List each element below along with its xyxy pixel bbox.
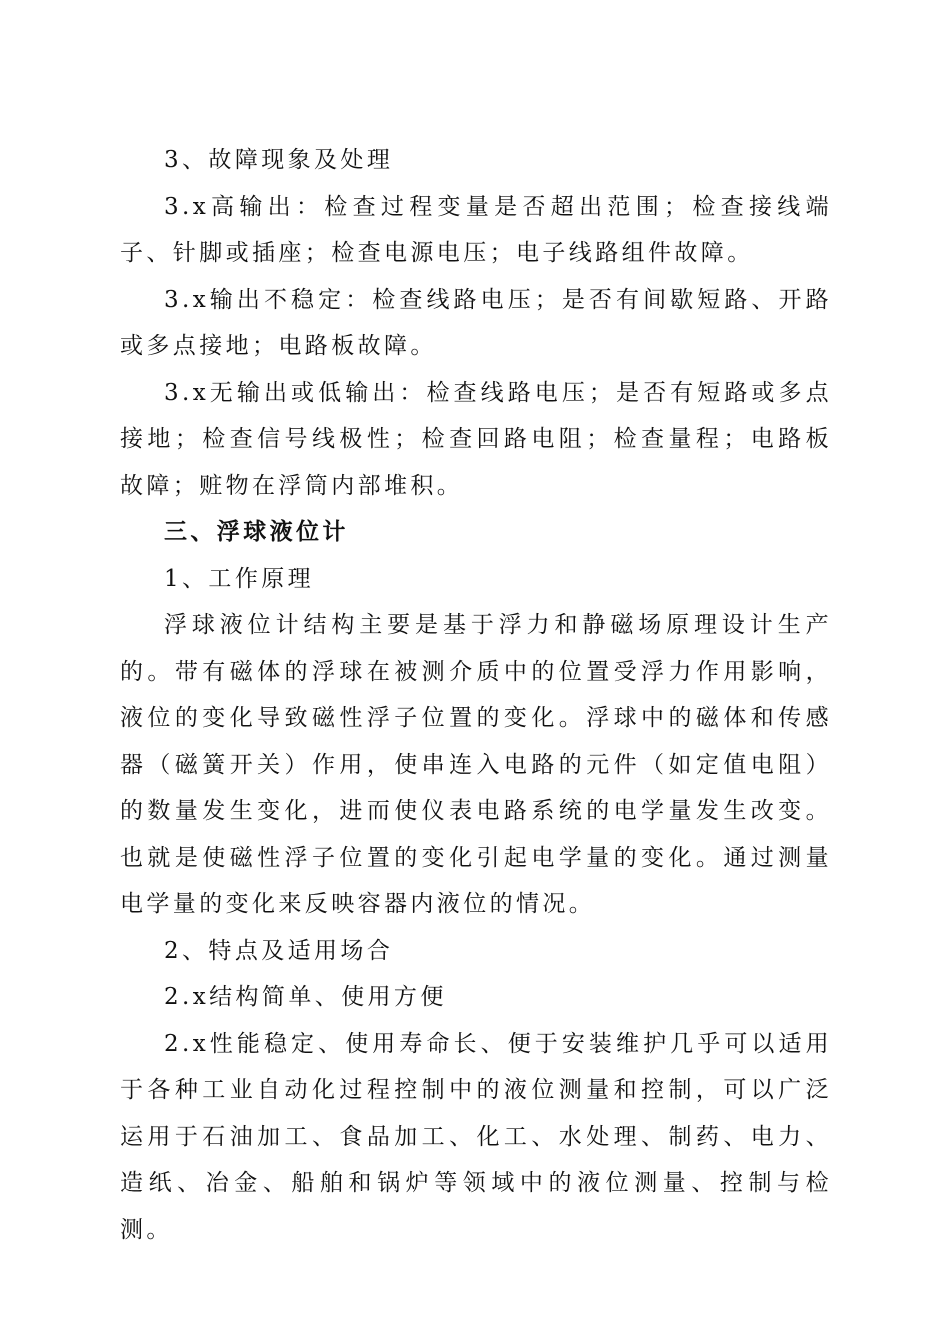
paragraph-stable-performance: 2.x性能稳定、使用寿命长、便于安装维护几乎可以适用于各种工业自动化过程控制中的液位测量和控制，可以广泛运用于石油加工、食品加工、化工、水处理、制药、电力、造纸、冶金、船舶和锅炉等领域中的液位测量、控制与检测。 <box>120 1030 832 1243</box>
paragraph-no-low-output: 3.x无输出或低输出：检查线路电压；是否有短路或多点接地；检查信号线极性；检查回路电阻；检查量程；电路板故障；赃物在浮筒内部堆积。 <box>120 379 832 499</box>
subheading-features-applications: 2、特点及适用场合 <box>164 937 394 964</box>
paragraph-working-principle: 浮球液位计结构主要是基于浮力和静磁场原理设计生产的。带有磁体的浮球在被测介质中的位置受浮力作用影响，液位的变化导致磁性浮子位置的变化。浮球中的磁体和传感器（磁簧开关）作用，使串连入电路的元件（如定值电阻）的数量发生变化，进而使仪表电路系统的电学量发生改变。也就是使磁性浮子位置的变化引起电学量的变化。通过测量电学量的变化来反映容器内液位的情况。 <box>120 612 832 917</box>
paragraph-high-output: 3.x高输出：检查过程变量是否超出范围；检查接线端子、针脚或插座；检查电源电压；电子线路组件故障。 <box>120 193 832 266</box>
paragraph-unstable-output: 3.x输出不稳定：检查线路电压；是否有间歇短路、开路或多点接地；电路板故障。 <box>120 286 832 359</box>
document-body <box>120 137 832 1253</box>
subheading-fault-handling: 3、故障现象及处理 <box>164 147 394 173</box>
subheading-working-principle: 1、工作原理 <box>164 565 315 592</box>
section-heading-float-level-gauge: 三、浮球液位计 <box>164 518 349 545</box>
paragraph-simple-structure: 2.x结构简单、使用方便 <box>164 984 447 1010</box>
